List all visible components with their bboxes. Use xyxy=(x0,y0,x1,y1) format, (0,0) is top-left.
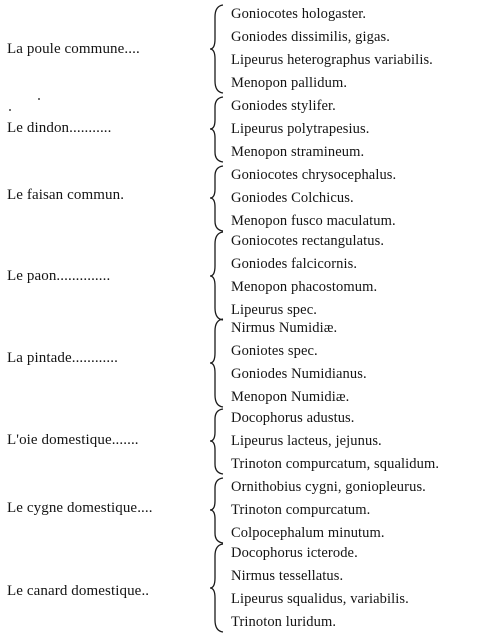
brace-icon xyxy=(209,407,225,476)
host-name: Le faisan commun. xyxy=(7,187,125,203)
parasite-list xyxy=(231,3,433,95)
parasite-item: Goniocotes hologaster. xyxy=(231,6,367,22)
parasite-item: Menopon pallidum. xyxy=(231,75,348,91)
brace-icon xyxy=(209,95,225,164)
brace-icon xyxy=(209,476,225,545)
parasite-item: Nirmus Numidiæ. xyxy=(231,320,338,336)
parasite-item: Goniodes stylifer. xyxy=(231,98,336,114)
parasite-list xyxy=(231,317,367,409)
parasite-item: Menopon phacostomum. xyxy=(231,279,378,295)
brace-icon xyxy=(209,164,225,233)
parasite-item: Goniotes spec. xyxy=(231,343,318,359)
parasite-list xyxy=(231,230,384,322)
host-name: Le cygne domestique.... xyxy=(7,500,153,516)
host-name: Le canard domestique.. xyxy=(7,583,150,599)
parasite-item: Nirmus tessellatus. xyxy=(231,568,344,584)
parasite-item: Docophorus icterode. xyxy=(231,545,358,561)
ink-speck xyxy=(9,109,11,111)
parasite-item: Menopon stramineum. xyxy=(231,144,365,160)
parasite-item: Lipeurus lacteus, jejunus. xyxy=(231,433,382,449)
parasite-item: Goniocotes rectangulatus. xyxy=(231,233,385,249)
parasite-item: Lipeurus squalidus, variabilis. xyxy=(231,591,409,607)
parasite-list xyxy=(231,164,396,233)
host-name: Le paon.............. xyxy=(7,268,111,284)
parasite-list xyxy=(231,476,426,545)
parasite-item: Lipeurus spec. xyxy=(231,302,317,318)
host-name: L'oie domestique....... xyxy=(7,432,139,448)
parasite-list xyxy=(231,542,409,634)
parasite-item: Lipeurus polytrapesius. xyxy=(231,121,370,137)
brace-icon xyxy=(209,230,225,322)
parasite-list xyxy=(231,407,439,476)
parasite-item: Goniodes Numidianus. xyxy=(231,366,367,382)
parasite-item: Menopon Numidiæ. xyxy=(231,389,350,405)
parasite-item: Goniodes dissimilis, gigas. xyxy=(231,29,390,45)
brace-icon xyxy=(209,3,225,95)
parasite-item: Goniodes Colchicus. xyxy=(231,190,354,206)
brace-icon xyxy=(209,542,225,634)
parasite-item: Trinoton luridum. xyxy=(231,614,337,630)
parasite-item: Goniodes falcicornis. xyxy=(231,256,358,272)
parasite-item: Menopon fusco maculatum. xyxy=(231,213,396,229)
parasite-item: Lipeurus heterographus variabilis. xyxy=(231,52,433,68)
brace-icon xyxy=(209,317,225,409)
parasite-item: Goniocotes chrysocephalus. xyxy=(231,167,397,183)
host-name: La poule commune.... xyxy=(7,41,140,57)
parasite-item: Trinoton compurcatum, squalidum. xyxy=(231,456,440,472)
host-name: Le dindon........... xyxy=(7,120,112,136)
parasite-item: Docophorus adustus. xyxy=(231,410,355,426)
parasite-item: Colpocephalum minutum. xyxy=(231,525,385,541)
parasite-list xyxy=(231,95,369,164)
parasite-item: Ornithobius cygni, goniopleurus. xyxy=(231,479,426,495)
host-name: La pintade............ xyxy=(7,350,118,366)
parasite-item: Trinoton compurcatum. xyxy=(231,502,371,518)
ink-speck xyxy=(38,98,40,100)
